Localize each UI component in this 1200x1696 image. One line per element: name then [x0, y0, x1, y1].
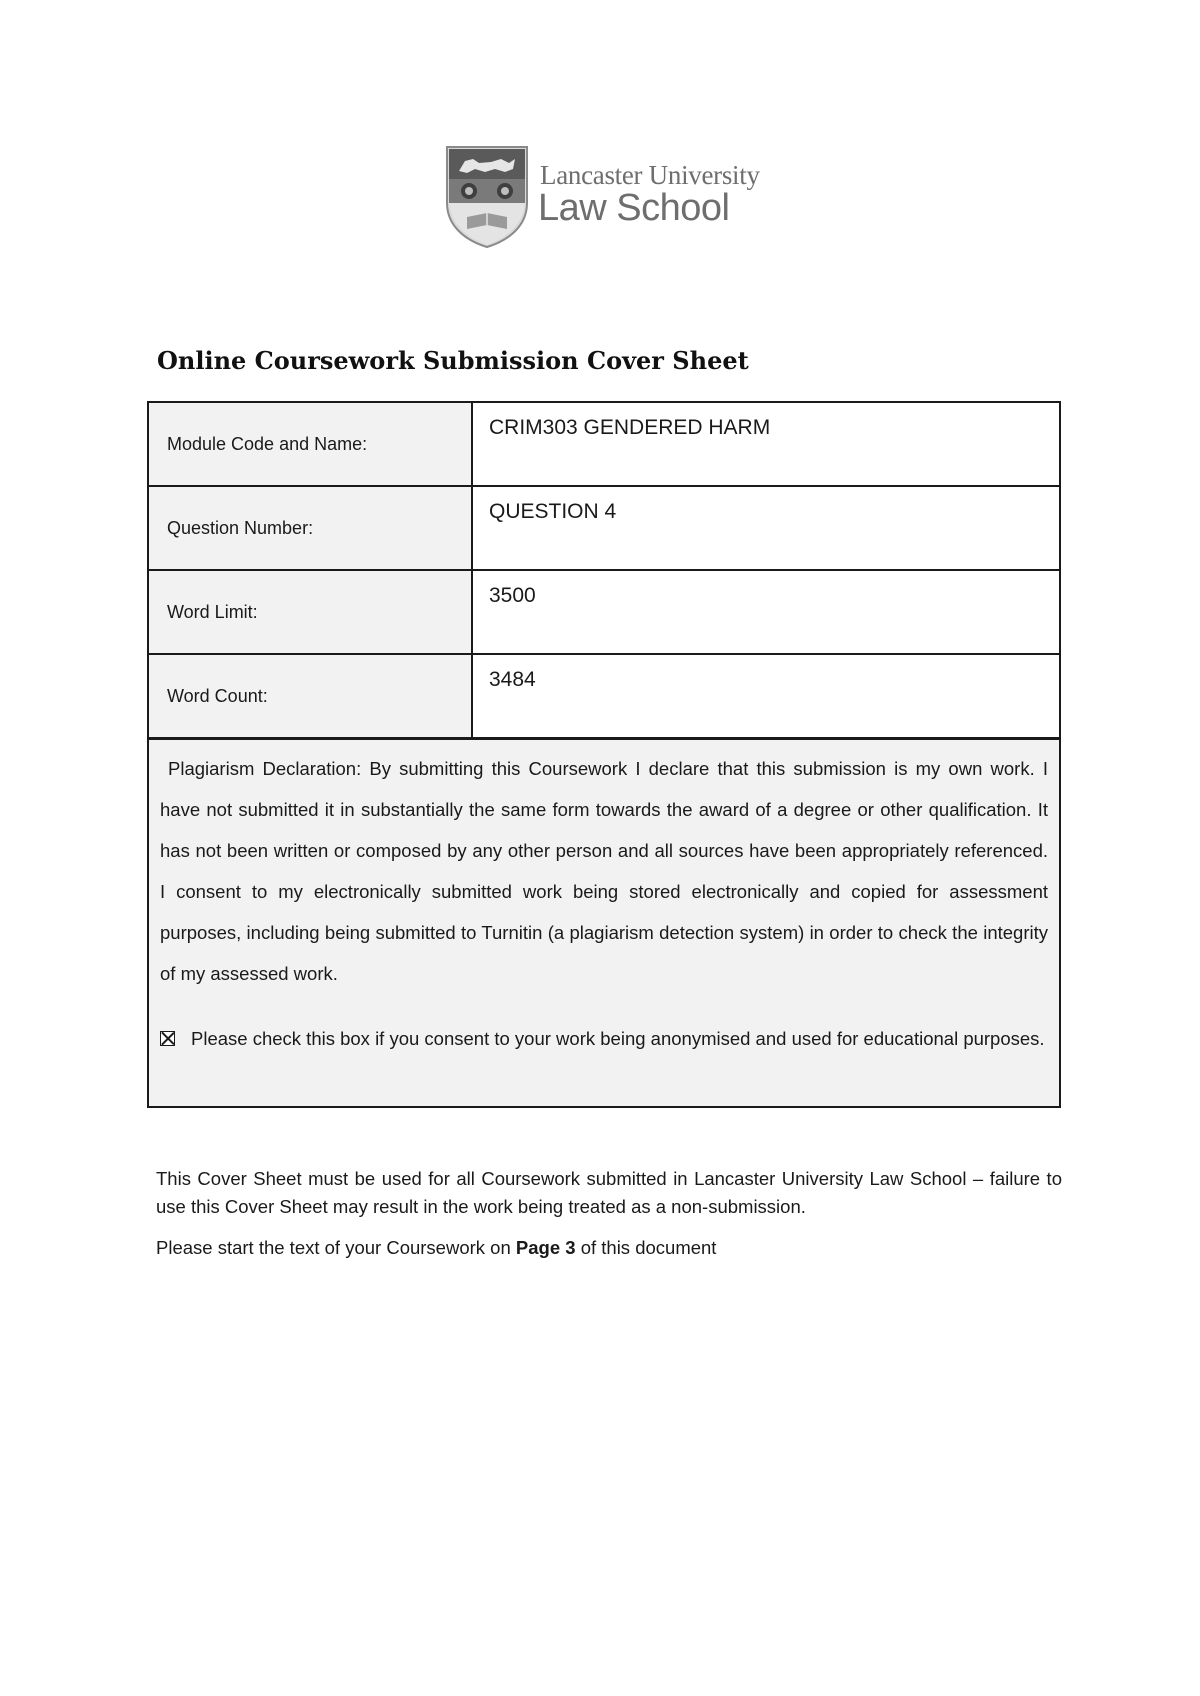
question-number-label: Question Number:	[148, 486, 472, 570]
plagiarism-declaration-text: Plagiarism Declaration: By submitting this Coursework I declare that this submission is my own work. I have not submitted it in substantially the same form towards the award of a degree or other qualification. It has not been written or composed by any other person and all sources have been appropriately referenced. I consent to my electronically submitted work being stored electronically and copied for assessment purposes, including being submitted to Turnitin (a plagiarism detection system) in order to check the integrity of my assessed work.	[160, 758, 1048, 984]
plagiarism-declaration-box	[147, 738, 1061, 1108]
consent-checkbox[interactable]	[160, 1031, 175, 1046]
university-logo	[445, 145, 775, 255]
module-info-table	[147, 401, 1061, 739]
word-count-label: Word Count:	[148, 654, 472, 738]
module-code-value: CRIM303 GENDERED HARM	[472, 402, 1060, 486]
table-row	[148, 570, 1060, 654]
table-row	[148, 486, 1060, 570]
start-note-page: Page 3	[515, 1237, 576, 1258]
consent-label-wrapper	[160, 1018, 1048, 1059]
logo-university-name: Lancaster University	[540, 160, 760, 190]
table-row	[148, 654, 1060, 738]
module-code-label: Module Code and Name:	[148, 402, 472, 486]
consent-label: Please check this box if you consent to your work being anonymised and used for educational purposes.	[191, 1028, 1045, 1049]
university-crest-icon	[445, 145, 529, 249]
start-note-text: Please start the text of your Coursework on	[156, 1237, 516, 1258]
word-limit-label: Word Limit:	[148, 570, 472, 654]
page-title: Online Coursework Submission Cover Sheet	[157, 346, 749, 375]
word-count-value: 3484	[472, 654, 1060, 738]
word-limit-value: 3500	[472, 570, 1060, 654]
start-page-note	[156, 1234, 1062, 1262]
consent-row	[160, 1018, 1048, 1059]
cover-sheet-notice: This Cover Sheet must be used for all Coursework submitted in Lancaster University Law School – failure to use this Cover Sheet may result in the work being treated as a non-submission.	[156, 1168, 1062, 1217]
logo-school-name: Law School	[538, 187, 730, 229]
start-note-suffix: of this document	[575, 1237, 717, 1258]
table-row	[148, 402, 1060, 486]
question-number-value: QUESTION 4	[472, 486, 1060, 570]
